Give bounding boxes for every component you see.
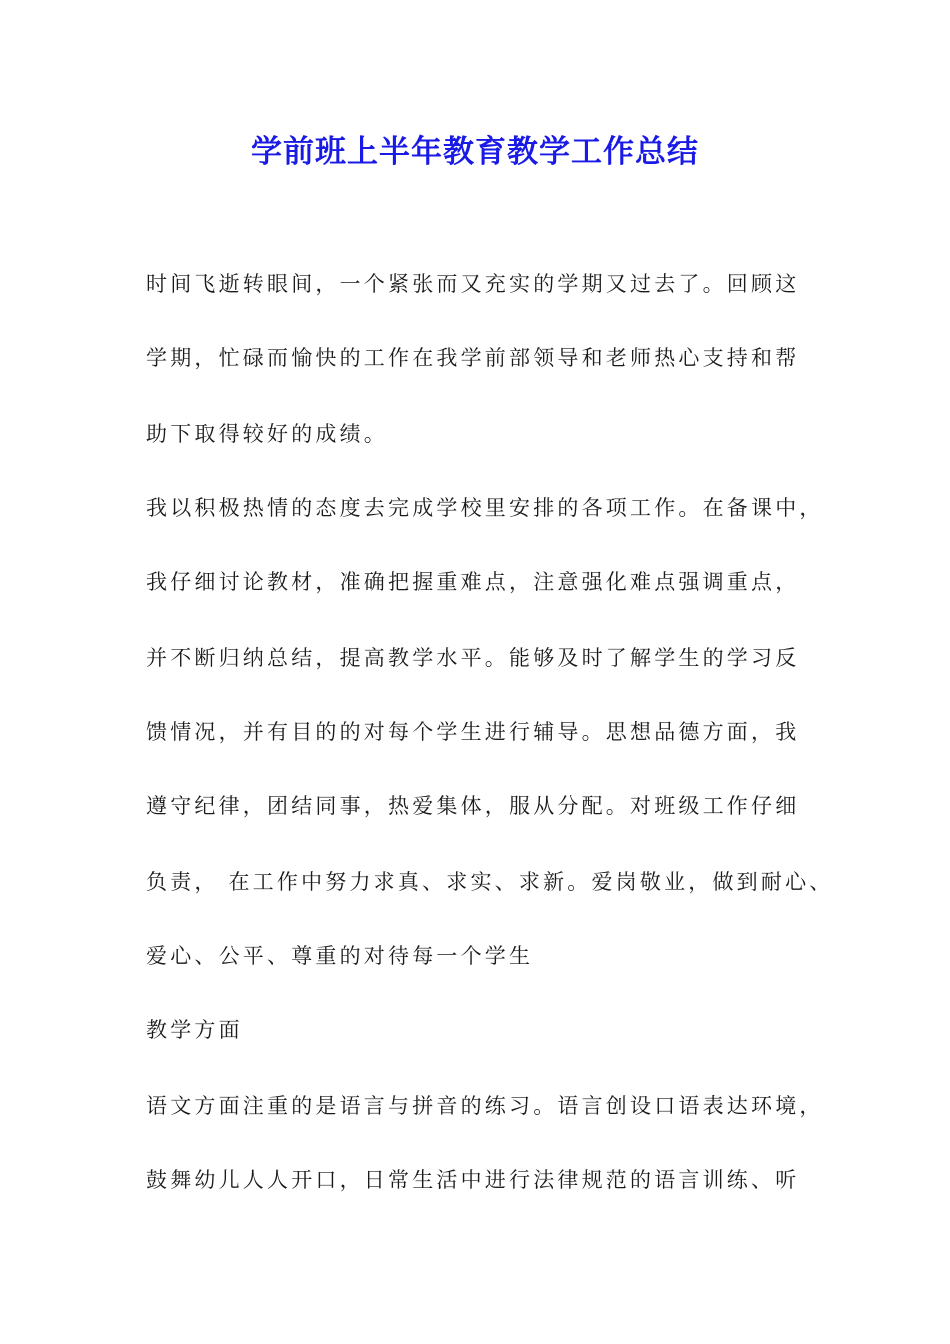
paragraph-1-line-2: 学期，忙碌而愉快的工作在我学前部领导和老师热心支持和帮 [146, 346, 800, 370]
paragraph-2-line-3: 并不断归纳总结，提高教学水平。能够及时了解学生的学习反 [146, 646, 800, 670]
document-title: 学前班上半年教育教学工作总结 [251, 134, 699, 170]
paragraph-1-line-1: 时间飞逝转眼间，一个紧张而又充实的学期又过去了。回顾这 [146, 272, 800, 296]
paragraph-3-line-2: 鼓舞幼儿人人开口，日常生活中进行法律规范的语言训练、听 [146, 1168, 800, 1192]
paragraph-1-line-3: 助下取得较好的成绩。 [146, 422, 388, 446]
paragraph-2-line-1: 我以积极热情的态度去完成学校里安排的各项工作。在备课中， [146, 496, 824, 520]
paragraph-2-line-5: 遵守纪律，团结同事，热爱集体，服从分配。对班级工作仔细 [146, 794, 800, 818]
paragraph-3-line-1: 语文方面注重的是语言与拼音的练习。语言创设口语表达环境， [146, 1094, 824, 1118]
paragraph-2-line-2: 我仔细讨论教材，准确把握重难点，注意强化难点强调重点， [146, 570, 800, 594]
paragraph-2-line-7: 爱心、公平、尊重的对待每一个学生 [146, 944, 534, 968]
section-heading-teaching: 教学方面 [146, 1018, 243, 1042]
paragraph-2-line-6: 负责， 在工作中努力求真、求实、求新。爱岗敬业，做到耐心、 [146, 870, 834, 894]
paragraph-2-line-4: 馈情况，并有目的的对每个学生进行辅导。思想品德方面，我 [146, 720, 800, 744]
